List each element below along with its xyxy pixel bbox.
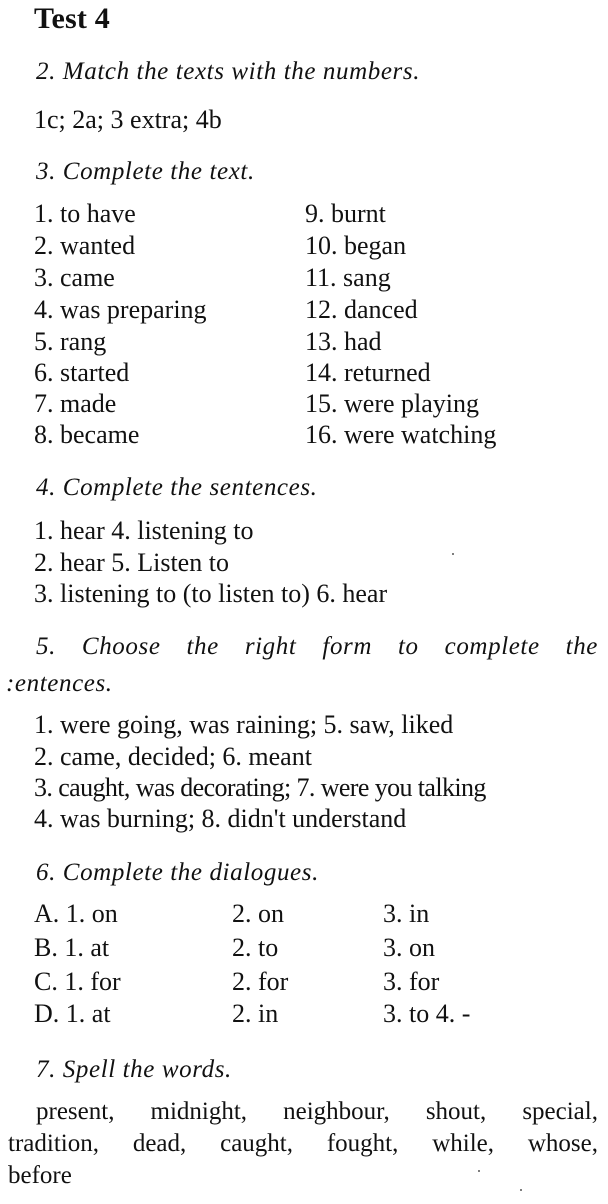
answer-item: 8. became [34, 420, 140, 449]
dialogue-row [34, 899, 594, 931]
answer-line: 1. hear 4. listening to [34, 516, 254, 545]
dialogue-cell: C. 1. for [34, 967, 121, 996]
section-2-answer: 1c; 2a; 3 extra; 4b [34, 105, 222, 134]
spelling-words-line-1 [36, 1096, 598, 1128]
answer-item: 3. came [34, 263, 115, 292]
heading-word: 5. [36, 633, 56, 660]
answer-item: 5. rang [34, 327, 107, 356]
answer-item: 6. started [34, 358, 130, 387]
spelling-word: dead, [132, 1130, 187, 1157]
spelling-word: fought, [326, 1130, 399, 1157]
section-6-heading: 6. Complete the dialogues. [36, 859, 319, 886]
section-7-heading: 7. Spell the words. [36, 1056, 232, 1083]
dialogue-cell: 2. on [232, 899, 284, 928]
section-2-heading: 2. Match the texts with the numbers. [36, 58, 421, 85]
spelling-word: whose, [527, 1130, 598, 1157]
spelling-words-line-3: before [8, 1162, 72, 1189]
scan-speck [520, 1189, 522, 1191]
section-5-heading-line-2: :entences. [6, 670, 113, 697]
dialogue-cell: A. 1. on [34, 899, 118, 928]
heading-word: to [398, 633, 419, 660]
spelling-words-line-2 [8, 1128, 598, 1160]
page-title: Test 4 [34, 2, 110, 35]
dialogue-cell: 3. to 4. - [383, 999, 471, 1028]
answer-line: 4. was burning; 8. didn't understand [34, 804, 407, 833]
spelling-word: neighbour, [283, 1098, 390, 1125]
answer-item: 10. began [305, 231, 407, 260]
dialogue-row [34, 933, 594, 965]
scan-speck [478, 1170, 480, 1172]
scan-speck [452, 553, 454, 555]
heading-word: Choose [81, 633, 161, 660]
answer-item: 15. were playing [305, 389, 480, 418]
answer-line: 2. hear 5. Listen to [34, 548, 229, 577]
answer-item: 1. to have [34, 199, 136, 228]
dialogue-cell: 3. in [383, 899, 430, 928]
section-4-heading: 4. Complete the sentences. [36, 474, 318, 501]
dialogue-cell: 3. for [383, 967, 440, 996]
heading-word: the [565, 633, 598, 660]
dialogue-cell: D. 1. at [34, 999, 111, 1028]
dialogue-row [34, 967, 594, 999]
heading-word: the [186, 633, 219, 660]
answer-item: 2. wanted [34, 231, 136, 260]
section-5-heading [36, 633, 598, 661]
heading-word: form [322, 633, 373, 660]
spelling-word: caught, [220, 1130, 293, 1157]
answer-item: 12. danced [305, 295, 418, 324]
spelling-word: shout, [425, 1098, 487, 1125]
answer-item: 14. returned [305, 358, 431, 387]
answer-item: 11. sang [305, 263, 391, 292]
answer-line: 3. listening to (to listen to) 6. hear [34, 579, 388, 608]
answer-item: 4. was preparing [34, 295, 207, 324]
answer-line: 2. came, decided; 6. meant [34, 742, 312, 771]
answer-item: 7. made [34, 389, 117, 418]
heading-word: right [244, 633, 297, 660]
answer-item: 16. were watching [305, 420, 497, 449]
dialogue-cell: 2. for [232, 967, 289, 996]
answer-item: 13. had [305, 327, 382, 356]
spelling-word: while, [432, 1130, 495, 1157]
spelling-word: present, [36, 1098, 115, 1125]
section-5-heading-line-1 [36, 633, 598, 661]
spelling-word: tradition, [8, 1130, 99, 1157]
answer-line: 1. were going, was raining; 5. saw, liked [34, 710, 454, 739]
spelling-word: midnight, [150, 1098, 248, 1125]
dialogue-cell: B. 1. at [34, 933, 110, 962]
dialogue-cell: 2. in [232, 999, 279, 1028]
heading-word: complete [444, 633, 540, 660]
dialogue-cell: 2. to [232, 933, 279, 962]
section-3-heading: 3. Complete the text. [36, 158, 255, 185]
dialogue-row [34, 999, 594, 1031]
answer-line: 3. caught, was decorating; 7. were you talking [34, 773, 486, 802]
dialogue-cell: 3. on [383, 933, 435, 962]
spelling-word: special, [522, 1098, 598, 1125]
answer-item: 9. burnt [305, 199, 386, 228]
